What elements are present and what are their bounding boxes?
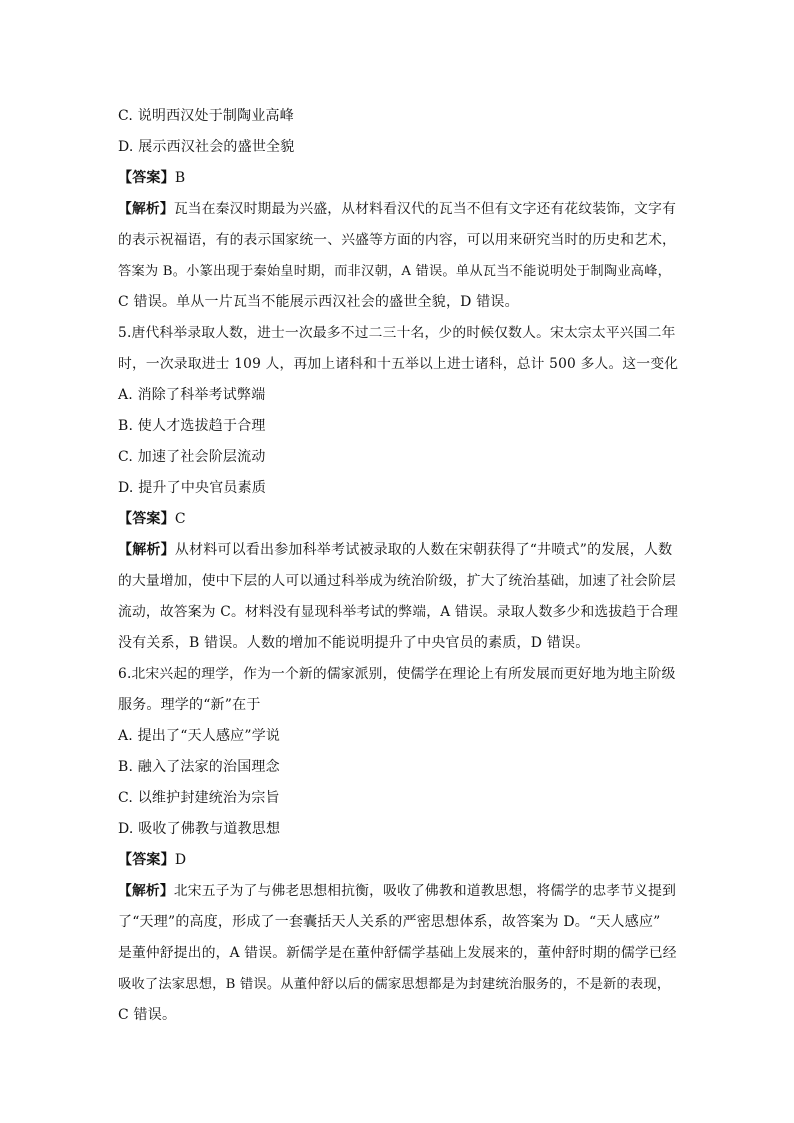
q5-option-b: B. 使人才选拔趋于合理 — [118, 418, 266, 434]
q4-option-c: C. 说明西汉处于制陶业高峰 — [118, 108, 294, 124]
q6-explanation-line-4: 吸收了法家思想，B 错误。从董仲舒以后的儒家思想都是为封建统治服务的，不是新的表现， — [118, 977, 671, 992]
q5-answer-label: 【答案】 — [118, 511, 175, 527]
q6-stem-line-1: 6.北宋兴起的理学，作为一个新的儒家派别，使儒学在理论上有所发展而更好地为地主阶级 — [118, 666, 676, 682]
q6-answer-value: D — [174, 852, 187, 868]
q6-answer-label: 【答案】 — [118, 852, 175, 868]
q5-answer-value: C — [174, 511, 186, 527]
q4-explanation-line-3: 答案为 B。小篆出现于秦始皇时期，而非汉朝，A 错误。单从瓦当不能说明处于制陶业高峰， — [118, 264, 672, 279]
q5-explanation-line-1: 【解析】从材料可以看出参加科举考试被录取的人数在宋朝获得了“井喷式”的发展，人数 — [118, 542, 673, 558]
q6-stem-line-2: 服务。理学的“新”在于 — [118, 697, 261, 713]
q6-explanation-label: 【解析】 — [118, 883, 174, 899]
q6-option-c: C. 以维护封建统治为宗旨 — [118, 790, 280, 806]
q5-stem-line-2: 时，一次录取进士 109 人，再加上诸科和十五举以上进士诸科，总计 500 多人。这一变化 — [118, 356, 679, 372]
q4-explanation-line-1: 【解析】瓦当在秦汉时期最为兴盛，从材料看汉代的瓦当不但有文字还有花纹装饰，文字有 — [118, 201, 677, 217]
q5-explanation-line-3: 流动，故答案为 C。材料没有显现科举考试的弊端，A 错误。录取人数多少和选拔趋于合理 — [118, 604, 679, 620]
q5-explanation-label: 【解析】 — [118, 542, 175, 558]
q5-option-c: C. 加速了社会阶层流动 — [118, 449, 266, 465]
page-content — [118, 101, 678, 1031]
q4-option-d: D. 展示西汉社会的盛世全貌 — [118, 139, 295, 155]
q5-option-d: D. 提升了中央官员素质 — [118, 480, 267, 496]
q4-answer-label: 【答案】 — [118, 170, 175, 186]
q6-explanation-line-5: C 错误。 — [118, 1007, 177, 1023]
q5-stem-line-1: 5.唐代科举录取人数，进士一次最多不过二三十名，少的时候仅数人。宋太宗太平兴国二年 — [118, 325, 676, 341]
q5-option-a: A. 消除了科举考试弊端 — [118, 387, 266, 403]
q4-explanation-line-2: 的表示祝福语，有的表示国家统一、兴盛等方面的内容，可以用来研究当时的历史和艺术， — [118, 232, 677, 248]
q5-explanation-line-4: 没有关系，B 错误。人数的增加不能说明提升了中央官员的素质，D 错误。 — [118, 635, 590, 651]
q4-explanation-label: 【解析】 — [118, 201, 174, 217]
q6-option-d: D. 吸收了佛教与道教思想 — [118, 821, 281, 837]
q6-option-b: B. 融入了法家的治国理念 — [118, 759, 280, 775]
q6-answer — [118, 845, 678, 876]
q4-answer — [118, 163, 678, 194]
q5-answer — [118, 504, 678, 535]
q6-option-a: A. 提出了“天人感应”学说 — [118, 728, 281, 744]
q6-explanation-line-2: 了“天理”的高度，形成了一套囊括天人关系的严密思想体系，故答案为 D。“天人感应” — [118, 914, 661, 930]
q4-explanation-line-4: C 错误。单从一片瓦当不能展示西汉社会的盛世全貌，D 错误。 — [118, 294, 519, 310]
q6-explanation-line-3: 是董仲舒提出的，A 错误。新儒学是在董仲舒儒学基础上发展来的，董仲舒时期的儒学已经 — [118, 945, 677, 961]
q5-explanation-line-2: 的大量增加，使中下层的人可以通过科举成为统治阶级，扩大了统治基础，加速了社会阶层 — [118, 573, 677, 589]
q6-explanation-line-1: 【解析】北宋五子为了与佛老思想相抗衡，吸收了佛教和道教思想，将儒学的忠孝节义提到 — [118, 883, 677, 899]
q4-answer-value: B — [174, 170, 186, 186]
